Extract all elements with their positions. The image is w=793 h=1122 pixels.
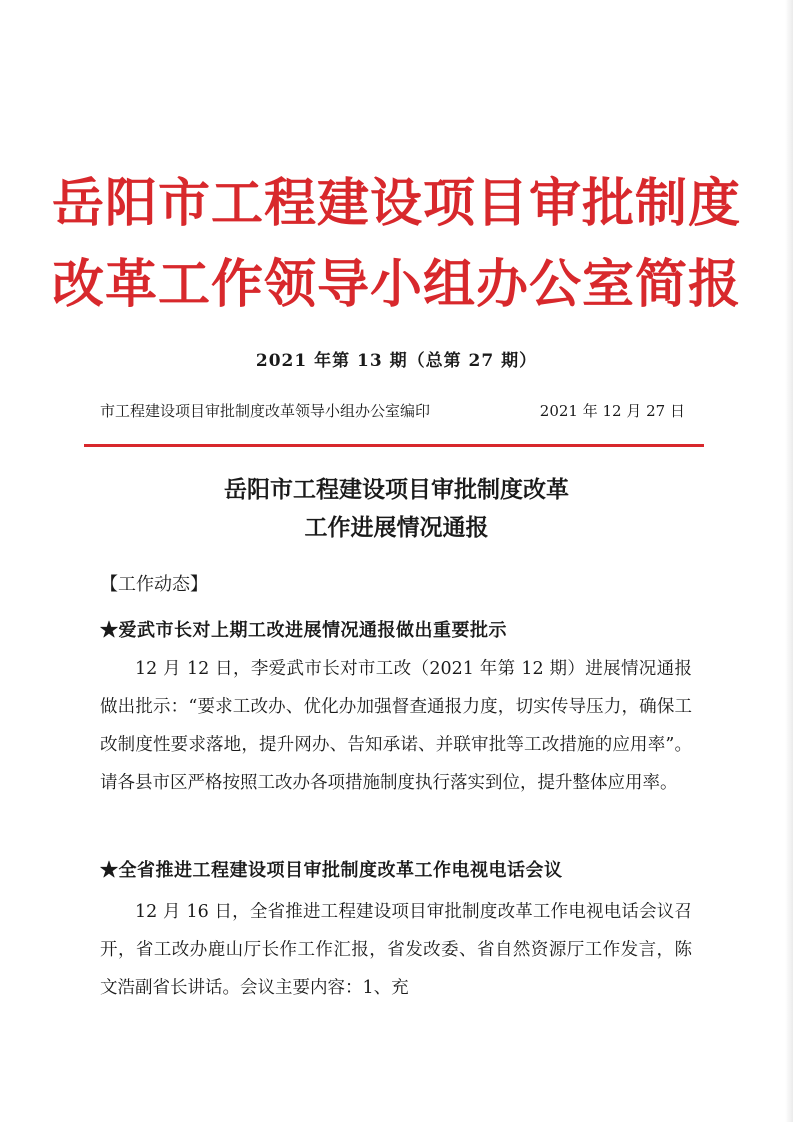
red-divider: [84, 444, 704, 447]
section-label: 【工作动态】: [100, 574, 208, 595]
item-headline: ★全省推进工程建设项目审批制度改革工作电视电话会议: [100, 860, 563, 881]
issue-number: 2021 年第 13 期（总第 27 期）: [255, 351, 538, 371]
masthead-title-line-2: 改革工作领导小组办公室简报: [51, 254, 741, 315]
item-body: 12 月 12 日，李爱武市长对市工改（2021 年第 12 期）进展情况通报做出批示：“要求工改办、优化办加强督查通报力度，切实传导压力，确保工改制度性要求落地，提升网办、告知承诺、并联审批等工改措施的应用率”。请各县市区严格按照工改办各项措施制度执行落实到位，提升整体应用率。: [100, 659, 692, 793]
masthead-title-line-1: 岳阳市工程建设项目审批制度: [51, 173, 741, 234]
document-title-line-1: 岳阳市工程建设项目审批制度改革: [224, 476, 569, 503]
scan-edge-shadow: [785, 0, 793, 1122]
publisher: 市工程建设项目审批制度改革领导小组办公室编印: [100, 402, 431, 420]
item-headline: ★爱武市长对上期工改进展情况通报做出重要批示: [100, 620, 507, 641]
item-body: 12 月 16 日，全省推进工程建设项目审批制度改革工作电视电话会议召开，省工改办鹿山厅长作工作汇报，省发改委、省自然资源厅工作发言，陈文浩副省长讲话。会议主要内容：1、充: [100, 902, 692, 998]
document-title-line-2: 工作进展情况通报: [304, 514, 489, 541]
publish-date: 2021 年 12 月 27 日: [539, 402, 685, 420]
